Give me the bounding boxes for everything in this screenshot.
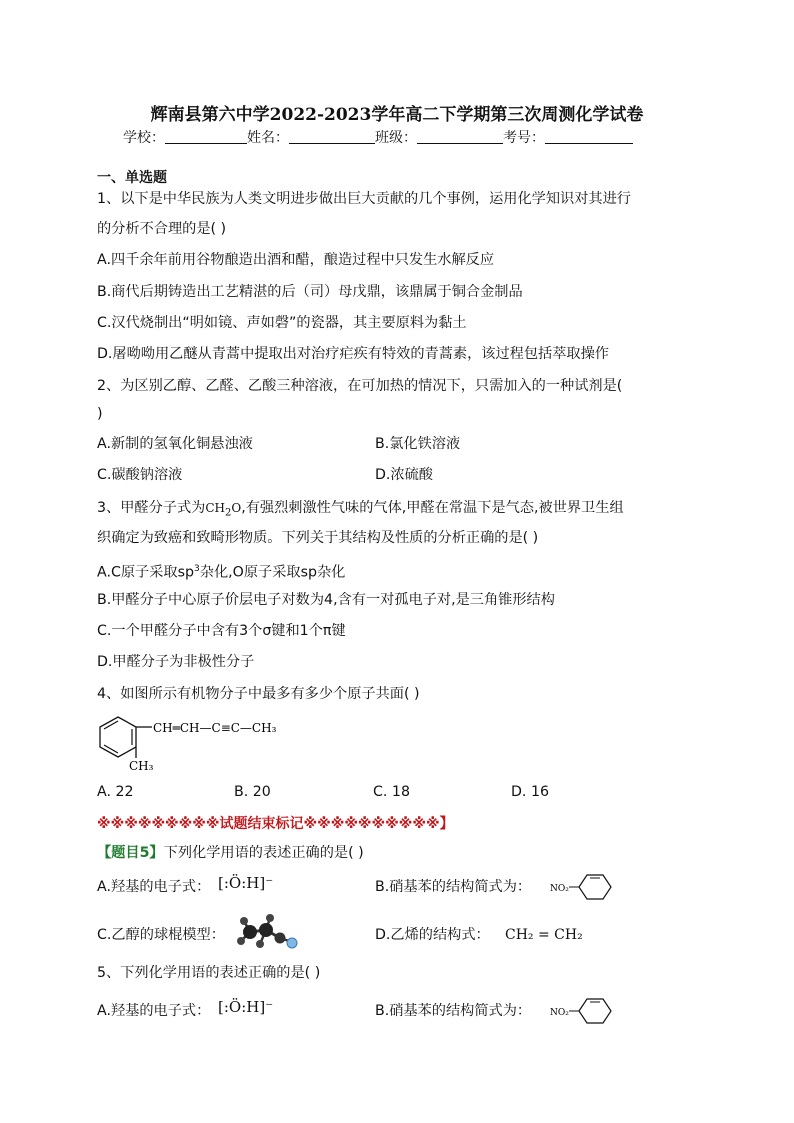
end-marker: ※※※※※※※※※试题结束标记※※※※※※※※※※】: [97, 816, 454, 832]
q3-stem-text: 3、甲醛分子式为: [97, 500, 206, 516]
q5tag-hydroxyl-formula: [:Ö:H]⁻: [218, 874, 274, 892]
q5-no2-label: NO₂: [550, 1008, 569, 1018]
q5tag-option-c: C.乙醇的球棍模型：: [97, 927, 225, 943]
q5-tag-stem-text: 下列化学用语的表述正确的是( ): [163, 845, 364, 861]
q5-tag-stem: [97, 843, 364, 863]
q1-option-b: B.商代后期铸造出工艺精湛的后（司）母戊鼎，该鼎属于铜合金制品: [97, 284, 523, 300]
q5-option-a: A.羟基的电子式：: [97, 1003, 211, 1019]
q2-option-c: C.碳酸钠溶液: [97, 467, 183, 483]
q3-option-c: C.一个甲醛分子中含有3个σ键和1个π键: [97, 623, 346, 639]
q3-option-a-text: A.C原子采取sp: [97, 564, 195, 581]
examno-blank: [545, 129, 633, 144]
q1-option-d: D.屠呦呦用乙醚从青蒿中提取出对治疗疟疾有特效的青蒿素，该过程包括萃取操作: [97, 346, 609, 362]
q4-methyl-label: CH₃: [129, 759, 154, 773]
q4-structure-diagram: [96, 712, 316, 774]
page-title: 辉南县第六中学2022-2023学年高二下学期第三次周测化学试卷: [150, 105, 644, 125]
q2-stem-line1: 2、为区别乙醇、乙醛、乙酸三种溶液，在可加热的情况下，只需加入的一种试剂是(: [97, 378, 623, 394]
q2-stem-line2: ): [97, 406, 103, 422]
q3-stem-line2: 织确定为致癌和致畸形物质。下列关于其结构及性质的分析正确的是( ): [97, 530, 539, 546]
q2-option-b: B.氯化铁溶液: [375, 436, 461, 452]
q3-option-a-text2: 杂化,O原子采取sp杂化: [199, 564, 346, 581]
examno-label: 考号：: [503, 130, 545, 146]
q5-option-b: B.硝基苯的结构简式为：: [375, 1003, 532, 1019]
q4-option-a: A. 22: [97, 784, 134, 800]
name-label: 姓名：: [247, 130, 289, 146]
class-label: 班级：: [375, 130, 417, 146]
q1-stem-line1: 1、以下是中华民族为人类文明进步做出巨大贡献的几个事例，运用化学知识对其进行: [97, 191, 631, 207]
q3-option-d: D.甲醛分子为非极性分子: [97, 654, 255, 670]
q3-option-a: [97, 559, 345, 583]
q5tag-option-a: A.羟基的电子式：: [97, 879, 211, 895]
q1-option-c: C.汉代烧制出“明如镜、声如磬”的瓷器，其主要原料为黏土: [97, 315, 467, 331]
q5-nitrobenzene-diagram: [549, 995, 623, 1027]
q3-option-b: B.甲醛分子中心原子价层电子对数为4,含有一对孤电子对,是三角锥形结构: [97, 592, 555, 608]
section-heading: 一、单选题: [97, 170, 167, 186]
q3-stem-line1: [97, 498, 624, 523]
formula-sub: 2: [225, 507, 232, 519]
school-label: 学校：: [123, 130, 165, 146]
q5tag-nitrobenzene-diagram: [549, 871, 623, 903]
q5tag-option-d: D.乙烯的结构式：: [375, 927, 490, 943]
q4-option-d: D. 16: [511, 784, 549, 800]
q5-tag: 【题目5】: [97, 845, 164, 861]
name-blank: [289, 129, 375, 144]
q3-option-a-sup: 3: [194, 564, 200, 574]
q1-stem-line2: 的分析不合理的是( ): [97, 221, 227, 237]
student-info-line: [123, 127, 633, 147]
formula-end: O: [231, 501, 242, 515]
formaldehyde-formula: [205, 501, 242, 519]
q4-chain-label: CH═CH—C≡C—CH₃: [153, 721, 277, 735]
q5tag-ethanol-model: [236, 912, 302, 952]
q5-hydroxyl-formula: [:Ö:H]⁻: [218, 998, 274, 1016]
q2-option-d: D.浓硫酸: [375, 467, 433, 483]
q1-option-a: A.四千余年前用谷物酿造出酒和醋，酿造过程中只发生水解反应: [97, 252, 495, 268]
q4-option-c: C. 18: [373, 784, 410, 800]
q4-option-b: B. 20: [234, 784, 271, 800]
formula-main: CH: [205, 501, 225, 515]
q3-stem-text-2: ,有强烈刺激性气味的气体,甲醛在常温下是气态,被世界卫生组: [241, 500, 624, 516]
q5tag-option-b: B.硝基苯的结构简式为：: [375, 879, 532, 895]
q4-stem: 4、如图所示有机物分子中最多有多少个原子共面( ): [97, 686, 420, 702]
class-blank: [417, 129, 503, 144]
school-blank: [165, 129, 247, 144]
q2-option-a: A.新制的氢氧化铜悬浊液: [97, 436, 253, 452]
q5tag-no2-label: NO₂: [550, 884, 569, 894]
q5-stem: 5、下列化学用语的表述正确的是( ): [97, 965, 321, 981]
q5tag-ethylene-formula: CH₂ = CH₂: [505, 927, 583, 943]
